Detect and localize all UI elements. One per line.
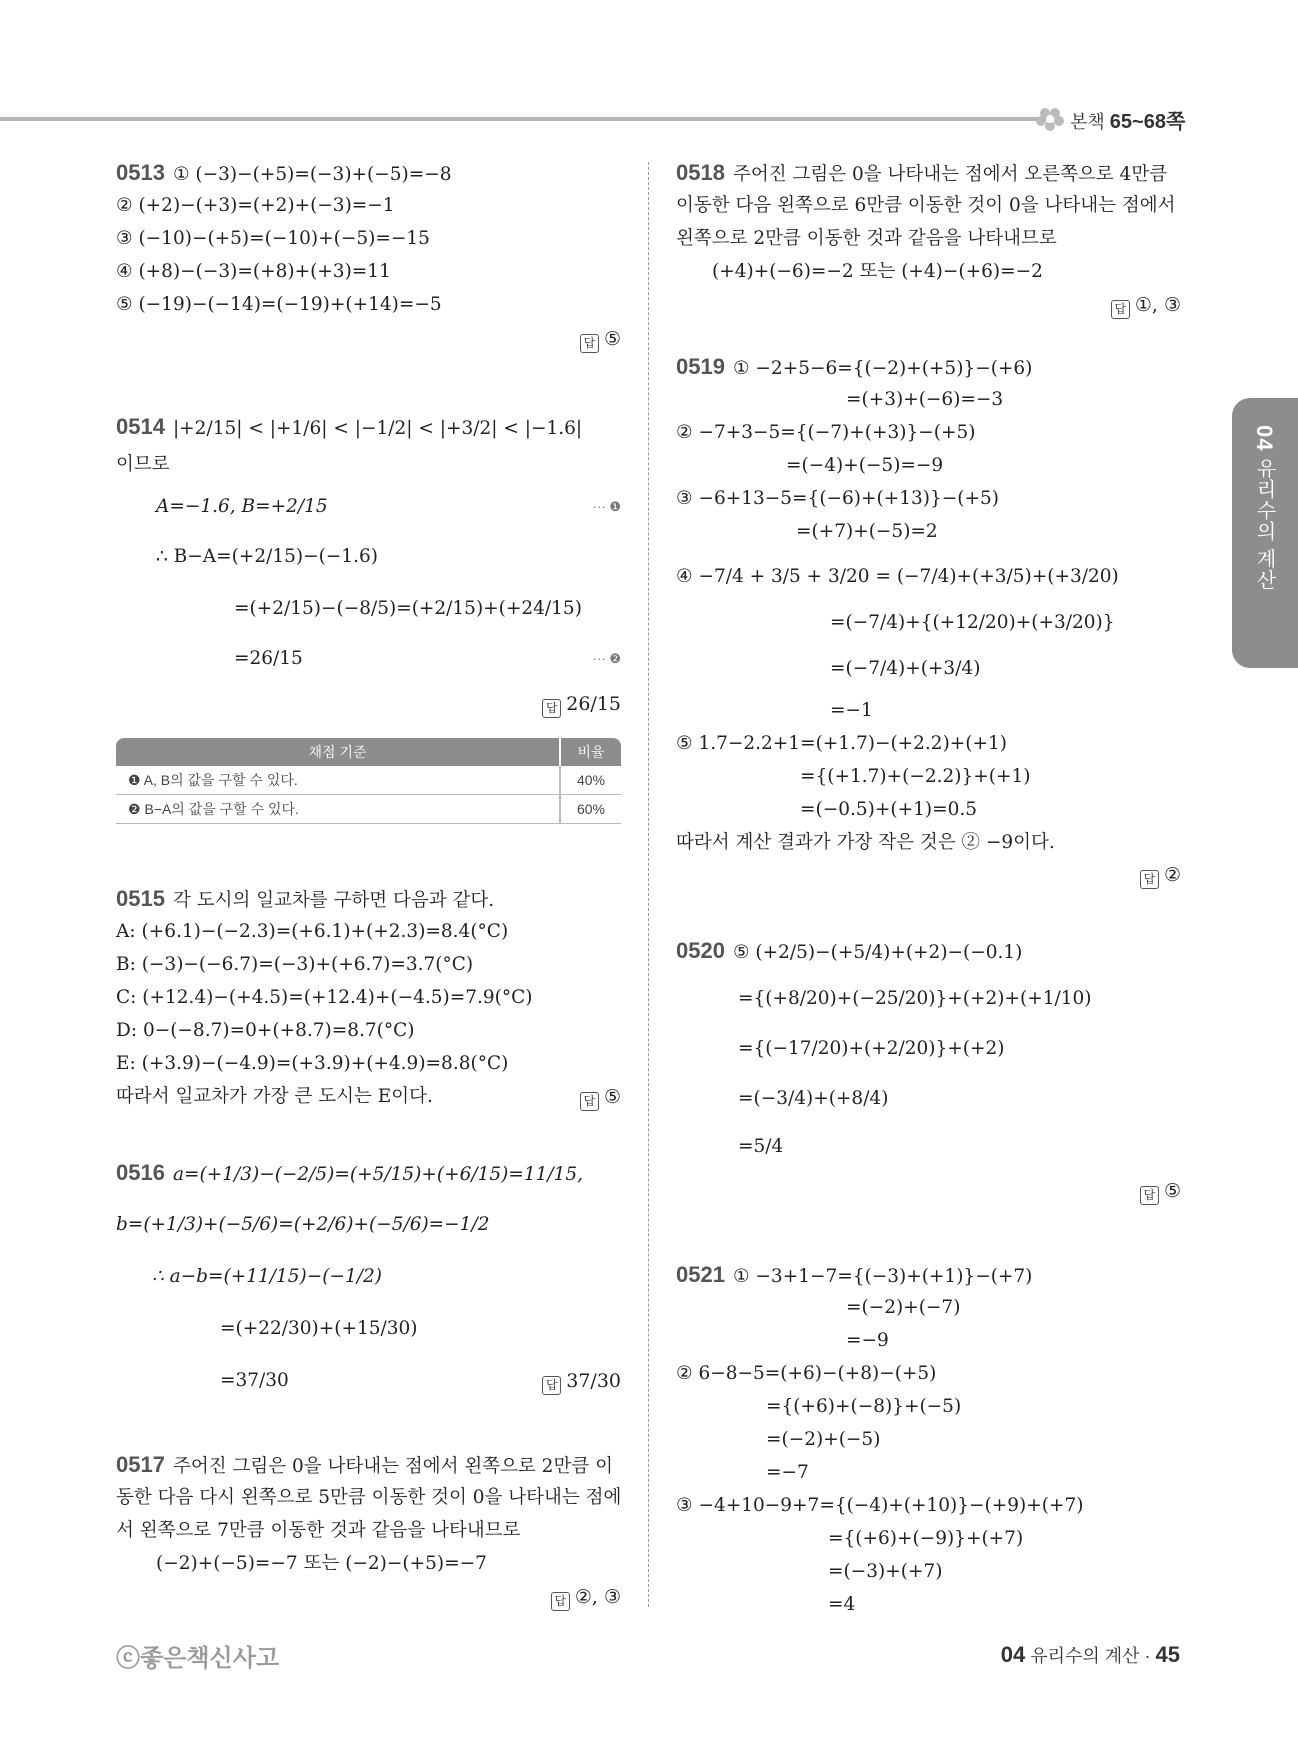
page-reference-range: 65~68쪽 [1109,111,1186,133]
solution-line: =−9 [846,1330,889,1351]
answer-mark-icon: 답 [551,1592,570,1611]
answer [542,1370,621,1395]
answer [580,1086,621,1111]
answer-value: ①, ③ [1134,294,1181,316]
solution-line: D: 0−(−8.7)=0+(+8.7)=8.7(°C) [116,1020,415,1041]
grading-header-criteria: 채점 기준 [116,738,560,766]
solution-line: ① −3+1−7={(−3)+(+1)}−(+7) [732,1266,1033,1287]
solution-line: ① (−3)−(+5)=(−3)+(−5)=−8 [172,164,452,185]
grading-header-ratio: 비율 [560,738,621,766]
solution-line: =(+2/15)−(−8/5)=(+2/15)+(+24/15) [234,598,582,619]
answer-value: ⑤ [603,1086,621,1108]
answer-mark-icon: 답 [580,1092,599,1111]
publisher-logo: ⓒ좋은책신사고 [116,1645,280,1672]
solution-line: 각 도시의 일교차를 구하면 다음과 같다. [172,890,495,911]
table-row [116,795,621,824]
answer-mark-icon: 답 [1140,1186,1159,1205]
grading-criteria: ❶ A, B의 값을 구할 수 있다. [116,766,560,795]
problem-number: 0515 [116,886,165,911]
solution-line: (−2)+(−5)=−7 또는 (−2)−(+5)=−7 [156,1553,487,1574]
solution-line: 왼쪽으로 2만큼 이동한 것과 같음을 나타내므로 [676,228,1057,249]
solution-line: 주어진 그림은 0을 나타내는 점에서 오른쪽으로 4만큼 [732,164,1168,185]
grading-ratio: 60% [560,795,621,824]
side-tab-chapter-no: 04 [1252,425,1277,452]
solution-line: ={(+6)+(−9)}+(+7) [828,1528,1024,1549]
solution-line: =(−2)+(−5) [766,1429,881,1450]
solution-line: ∴ B−A=(+2/15)−(−1.6) [156,546,378,567]
page-reference [1070,105,1185,134]
solution-line: ④ (+8)−(−3)=(+8)+(+3)=11 [116,261,391,282]
answer-value: ⑤ [1163,1180,1181,1202]
answer [580,328,621,353]
solution-line: A=−1.6, B=+2/15 [156,496,328,517]
answer [551,1586,621,1611]
solution-line: =(−3/4)+(+8/4) [738,1088,889,1109]
solution-line: =(−3)+(+7) [828,1561,943,1582]
column-divider [648,162,649,1607]
problem-number: 0513 [116,160,165,185]
footer-chapter-title: 유리수의 계산 · [1025,1646,1156,1666]
grading-criteria: ❷ B−A의 값을 구할 수 있다. [116,795,560,824]
solution-line: B: (−3)−(−6.7)=(−3)+(+6.7)=3.7(°C) [116,954,474,975]
solution-line: ={(+1.7)+(−2.2)}+(+1) [800,766,1031,787]
solution-line: 따라서 계산 결과가 가장 작은 것은 ② −9이다. [676,832,1055,853]
solution-line: ⑤ (+2/5)−(+5/4)+(+2)−(−0.1) [732,942,1023,963]
solution-line: =(−7/4)+{(+12/20)+(+3/20)} [830,612,1115,633]
solution-line: ② −7+3−5={(−7)+(+3)}−(+5) [676,422,976,443]
solution-line: 이므로 [116,454,170,475]
solution-line: ∴ a−b=(+11/15)−(−1/2) [152,1266,382,1287]
problem-number: 0516 [116,1160,165,1185]
answer-mark-icon: 답 [542,699,561,718]
solution-line: E: (+3.9)−(−4.9)=(+3.9)+(+4.9)=8.8(°C) [116,1053,509,1074]
solution-line: A: (+6.1)−(−2.3)=(+6.1)+(+2.3)=8.4(°C) [116,921,509,942]
footer-page-number: 45 [1155,1642,1180,1667]
side-tab-chapter-title: 유리수의 계산 [1253,451,1275,591]
problem-number: 0519 [676,354,725,379]
solution-line: ④ −7/4 + 3/5 + 3/20 = (−7/4)+(+3/5)+(+3/20) [676,566,1119,587]
solution-line: ={(+6)+(−8)}+(−5) [766,1396,962,1417]
solution-line: 따라서 일교차가 가장 큰 도시는 E이다. [116,1086,433,1107]
solution-line: (+4)+(−6)=−2 또는 (+4)−(+6)=−2 [712,261,1043,282]
solution-line: 서 왼쪽으로 7만큼 이동한 것과 같음을 나타내므로 [116,1520,521,1541]
answer-value: ② [1163,864,1181,886]
answer [1111,294,1181,319]
solution-line: b=(+1/3)+(−5/6)=(+2/6)+(−5/6)=−1/2 [116,1214,490,1235]
footer-chapter-no: 04 [1000,1642,1026,1667]
solution-line: ③ (−10)−(+5)=(−10)+(−5)=−15 [116,228,430,249]
chapter-side-tab-label [1250,425,1279,591]
solution-line: ={(+8/20)+(−25/20)}+(+2)+(+1/10) [738,988,1092,1009]
solution-line: =(+3)+(−6)=−3 [846,389,1004,410]
solution-line: =5/4 [738,1136,784,1157]
flower-icon [1036,106,1064,132]
problem-number: 0518 [676,160,725,185]
solution-line: ② 6−8−5=(+6)−(+8)−(+5) [676,1363,937,1384]
problem-number: 0517 [116,1452,165,1477]
answer-mark-icon: 답 [580,334,599,353]
answer-mark-icon: 답 [1111,300,1130,319]
problem-number: 0520 [676,938,725,963]
problem-number: 0514 [116,414,165,439]
solution-line: =(+22/30)+(+15/30) [220,1318,418,1339]
solution-line: =(+7)+(−5)=2 [796,521,938,542]
solution-line: ⑤ 1.7−2.2+1=(+1.7)−(+2.2)+(+1) [676,733,1008,754]
solution-line: =(−7/4)+(+3/4) [830,658,981,679]
solution-line: 이동한 다음 왼쪽으로 6만큼 이동한 것이 0을 나타내는 점에서 [676,195,1176,216]
solution-line: =(−4)+(−5)=−9 [786,455,944,476]
page-reference-prefix: 본책 [1070,112,1110,132]
solution-line: ③ −6+13−5={(−6)+(+13)}−(+5) [676,488,999,509]
answer-mark-icon: 답 [542,1376,561,1395]
solution-line: 동한 다음 다시 왼쪽으로 5만큼 이동한 것이 0을 나타내는 점에 [116,1487,622,1508]
answer-value: 37/30 [566,1370,621,1392]
solution-line: a=(+1/3)−(−2/5)=(+5/15)+(+6/15)=11/15, [172,1164,584,1185]
solution-line: =(−0.5)+(+1)=0.5 [800,799,977,820]
answer-value: 26/15 [566,693,621,715]
grading-ratio: 40% [560,766,621,795]
solution-line: ② (+2)−(+3)=(+2)+(−3)=−1 [116,195,395,216]
answer [542,693,621,718]
answer-value: ⑤ [603,328,621,350]
solution-line: ={(−17/20)+(+2/20)}+(+2) [738,1038,1005,1059]
solution-line: =37/30 [220,1370,289,1391]
answer-value: ②, ③ [574,1586,621,1608]
solution-line: C: (+12.4)−(+4.5)=(+12.4)+(−4.5)=7.9(°C) [116,987,533,1008]
solution-line: =26/15 [234,648,303,669]
answer [1140,864,1181,889]
footer-page-info [1001,1642,1180,1668]
solution-line: =−7 [766,1462,809,1483]
problem-number: 0521 [676,1262,725,1287]
solution-line: ① −2+5−6={(−2)+(+5)}−(+6) [732,358,1033,379]
solution-line: =−1 [830,700,873,721]
answer-mark-icon: 답 [1140,870,1159,889]
step-marker: ··· ❷ [592,651,621,666]
table-row [116,766,621,795]
solution-line: 주어진 그림은 0을 나타내는 점에서 왼쪽으로 2만큼 이 [172,1456,613,1477]
solution-line: ⑤ (−19)−(−14)=(−19)+(+14)=−5 [116,294,442,315]
step-marker: ··· ❶ [592,499,621,514]
solution-line: |+2/15| < |+1/6| < |−1/2| < |+3/2| < |−1.6| [172,418,583,439]
header-rule [0,117,1050,121]
solution-line: =4 [828,1594,856,1615]
solution-line: =(−2)+(−7) [846,1297,961,1318]
solution-line: ③ −4+10−9+7={(−4)+(+10)}−(+9)+(+7) [676,1495,1084,1516]
grading-table [116,738,621,824]
answer [1140,1180,1181,1205]
